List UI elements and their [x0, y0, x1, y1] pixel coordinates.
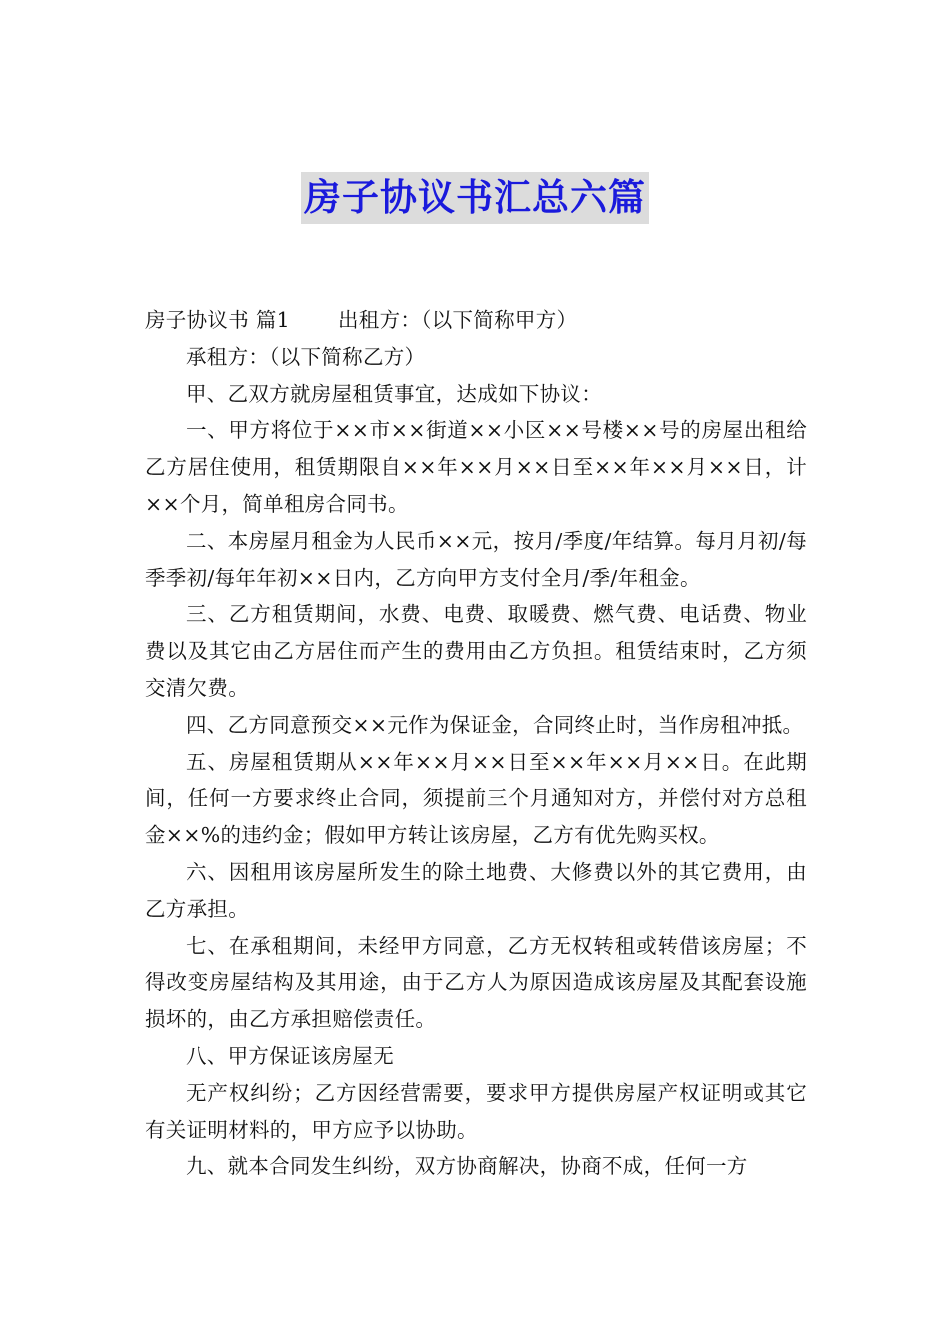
paragraph: 无产权纠纷；乙方因经营需要，要求甲方提供房屋产权证明或其它有关证明材料的，甲方应予以协助。	[145, 1080, 807, 1142]
document-title: 房子协议书汇总六篇	[301, 172, 649, 224]
paragraph: 二、本房屋月租金为人民币××元，按月/季度/年结算。每月月初/每季季初/每年年初××日内，乙方向甲方支付全月/季/年租金。	[145, 528, 807, 590]
first-line	[145, 302, 807, 339]
paragraph: 九、就本合同发生纠纷，双方协商解决，协商不成，任何一方	[186, 1154, 748, 1179]
document-body	[145, 302, 807, 1185]
lessor-line: 出租方：（以下简称甲方）	[337, 308, 578, 332]
paragraph: 一、甲方将位于××市××街道××小区××号楼××号的房屋出租给乙方居住使用，租赁期限自××年××月××日至××年××月××日，计××个月，简单租房合同书。	[145, 418, 807, 516]
section-heading: 房子协议书 篇1	[145, 308, 290, 332]
title-container	[0, 172, 950, 224]
paragraph: 甲、乙双方就房屋租赁事宜，达成如下协议：	[186, 381, 602, 406]
paragraph: 承租方：（以下简称乙方）	[186, 344, 426, 369]
paragraph: 五、房屋租赁期从××年××月××日至××年××月××日。在此期间，任何一方要求终止合同，须提前三个月通知对方，并偿付对方总租金××%的违约金；假如甲方转让该房屋，乙方有优先购买权。	[145, 749, 807, 848]
paragraph: 四、乙方同意预交××元作为保证金，合同终止时，当作房租冲抵。	[186, 712, 804, 737]
paragraph: 三、乙方租赁期间，水费、电费、取暖费、燃气费、电话费、物业费以及其它由乙方居住而产生的费用由乙方负担。租赁结束时，乙方须交清欠费。	[145, 602, 807, 700]
paragraph: 六、因租用该房屋所发生的除土地费、大修费以外的其它费用，由乙方承担。	[145, 859, 807, 921]
paragraph: 七、在承租期间，未经甲方同意，乙方无权转租或转借该房屋；不得改变房屋结构及其用途，由于乙方人为原因造成该房屋及其配套设施损坏的，由乙方承担赔偿责任。	[145, 933, 807, 1032]
paragraph: 八、甲方保证该房屋无	[186, 1043, 394, 1068]
